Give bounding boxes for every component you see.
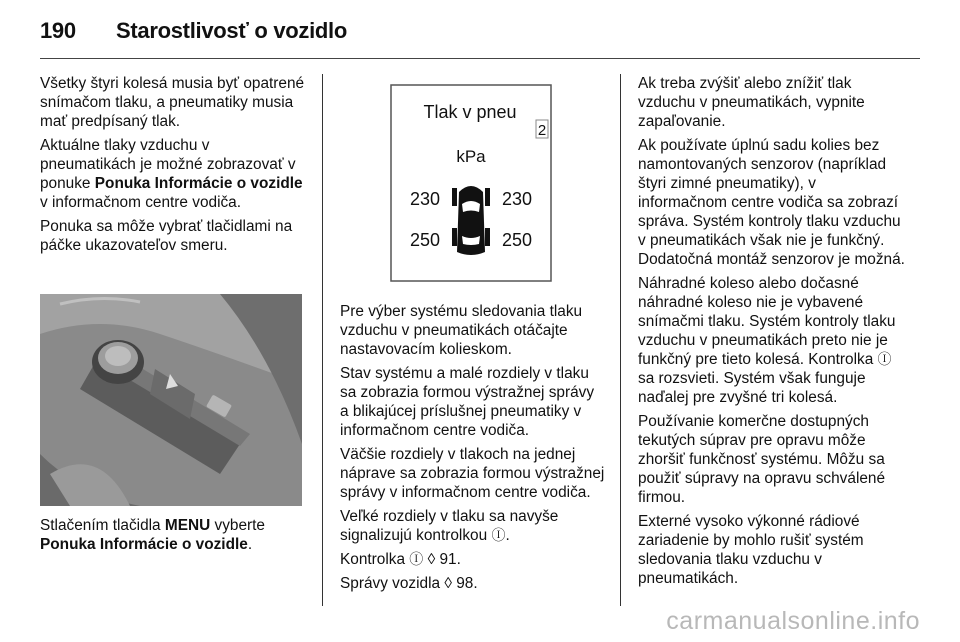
text: vyberte [210,517,265,534]
text: . [505,527,510,544]
paragraph: Pre výber systému sledovania tlaku vzduchu v pneumatikách otáčajte nastavovacím kolieskom. [340,303,583,358]
column-3 [638,74,908,593]
tire-pressure-warning-icon: Ⓘ [877,351,892,367]
page-indicator: 2 [537,122,547,139]
paragraph: Ak treba zvýšiť alebo znížiť tlak vzduchu v pneumatikách, vypnite zapaľovanie. [638,75,865,130]
text: sa rozsvieti. Systém však funguje naďalej pre zvyšné tri kolesá. [638,370,866,406]
page-reference-link[interactable]: ◊ 91. [423,551,461,568]
paragraph [340,574,606,593]
paragraph: Stav systému a malé rozdiely v tlaku sa zobrazia formou výstražnej správy a blikajúcej príslušnej pneumatiky v informačnom centre vodiča. [340,365,595,439]
paragraph [340,507,606,545]
column-divider-2 [620,74,621,606]
page-number: 190 [40,18,76,43]
header-rule [40,58,920,59]
watermark: carmanualsonline.info [666,607,920,635]
column-1 [40,74,306,260]
paragraph: Všetky štyri kolesá musia byť opatrené snímačom tlaku, a pneumatiky musia mať predpísaný tlak. [40,75,305,130]
menu-name: Ponuka Informácie o vozidle [40,536,248,553]
paragraph: Väčšie rozdiely v tlakoch na jednej náprave sa zobrazia formou výstražnej správy v informačnom centre vodiča. [340,446,605,501]
paragraph [40,136,306,212]
display-title: Tlak v pneu [423,102,517,122]
column-2 [340,302,606,598]
column-divider-1 [322,74,323,606]
turn-signal-stalk-photo [40,294,302,506]
tire-pressure-warning-icon: Ⓘ [409,551,424,567]
tire-pressure-warning-icon: Ⓘ [491,527,506,543]
paragraph: Ponuka sa môže vybrať tlačidlami na páčke ukazovateľov smeru. [40,218,293,254]
rear-right-pressure: 250 [502,230,533,250]
paragraph: Externé vysoko výkonné rádiové zariadenie by mohlo rušiť systém sledovania tlaku vzduchu v pneumatikách. [638,513,864,587]
page-header [40,18,347,44]
rear-left-pressure: 250 [410,230,441,250]
paragraph: Ak používate úplnú sadu kolies bez namontovaných senzorov (napríklad štyri zimné pneumatiky), v informačnom centre vodiča sa zobrazí správa. Systém kontroly tlaku vzduchu v pneumatikách však nie je funkčný. Dodatočná montáž senzorov je možná. [638,137,905,268]
text: . [247,536,253,553]
menu-name: Ponuka Informácie o vozidle [94,175,303,192]
tire-pressure-display [390,84,552,282]
paragraph [340,550,606,569]
unit-label: kPa [456,147,486,166]
text: Veľké rozdiely v tlaku sa navyše signalizujú kontrolkou [340,508,559,544]
page-title: Starostlivosť o vozidlo [116,18,348,43]
text: Aktuálne tlaky vzduchu v pneumatikách je možné zobrazovať v ponuke [40,137,296,192]
page-reference-link[interactable]: ◊ 98. [440,575,478,592]
button-name: MENU [164,517,211,534]
paragraph [638,274,908,407]
paragraph: Používanie komerčne dostupných tekutých súprav pre opravu môže zhoršiť funkčnosť systému. Môžu sa použiť súpravy na opravu schválené firmou. [638,413,886,506]
front-left-pressure: 230 [410,189,441,209]
text: Náhradné koleso alebo dočasné náhradné koleso nie je vybavené snímačmi tlaku. Systém kontroly tlaku vzduchu v pneumatikách preto nie je funkčný pre tieto kolesá. Kontrolka [638,275,896,368]
text: Kontrolka [340,551,410,568]
text: v informačnom centre vodiča. [40,194,242,211]
photo-caption [40,516,306,554]
text: Správy vozidla [340,575,441,592]
front-right-pressure: 230 [502,189,533,209]
text: Stlačením tlačidla [40,517,165,534]
